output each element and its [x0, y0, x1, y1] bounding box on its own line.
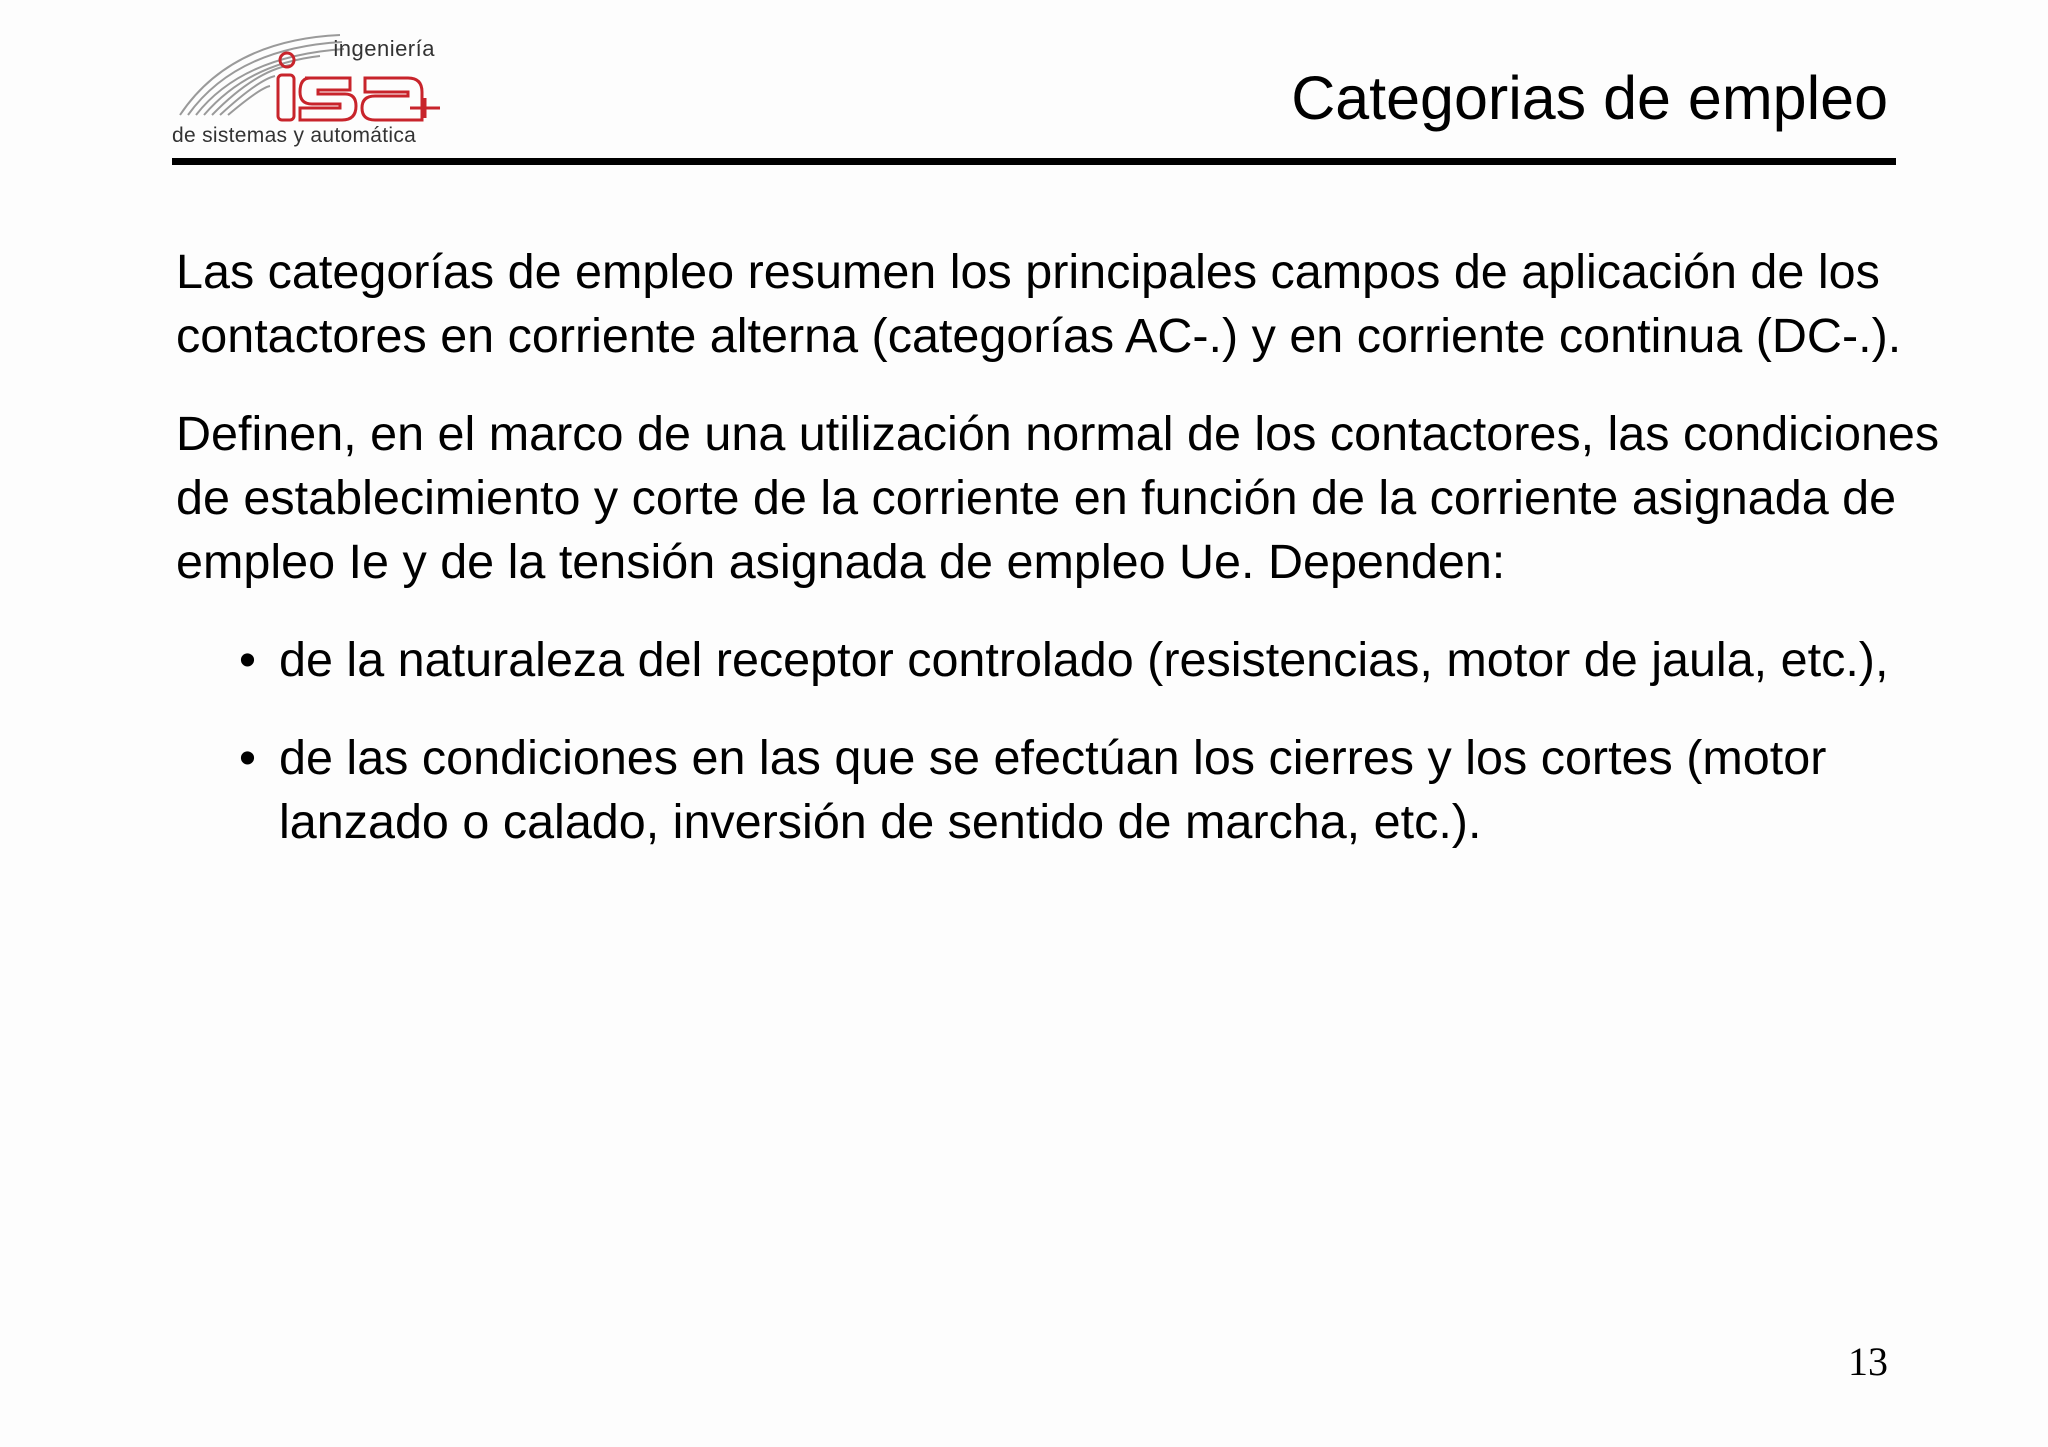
logo-top-text: ingeniería — [333, 36, 435, 61]
bullet-text: de las condiciones en las que se efectúan los cierres y los cortes (motor lanzado o calado, inversión de sentido de marcha, etc.). — [279, 731, 1827, 849]
page-number: 13 — [1848, 1339, 1888, 1384]
logo-bottom-text: de sistemas y automática — [172, 124, 417, 147]
paragraph: Definen, en el marco de una utilización normal de los contactores, las condiciones de establecimiento y corte de la corriente en función de la corriente asignada de empleo Ie y de la tensión asignada de empleo Ue. Dependen: — [176, 407, 1940, 589]
slide-body — [176, 240, 1956, 888]
bullet-text: de la naturaleza del receptor controlado (resistencias, motor de jaula, etc.), — [279, 633, 1889, 687]
paragraph: Las categorías de empleo resumen los principales campos de aplicación de los contactores en corriente alterna (categorías AC-.) y en corriente continua (DC-.). — [176, 245, 1902, 363]
bullet-icon: • — [239, 633, 256, 687]
title-divider — [172, 158, 1896, 165]
bullet-list — [176, 628, 1956, 854]
bullet-item — [239, 726, 1956, 854]
bullet-icon: • — [239, 731, 256, 785]
slide-title: Categorias de empleo — [1291, 64, 1888, 132]
bullet-item — [239, 628, 1956, 692]
